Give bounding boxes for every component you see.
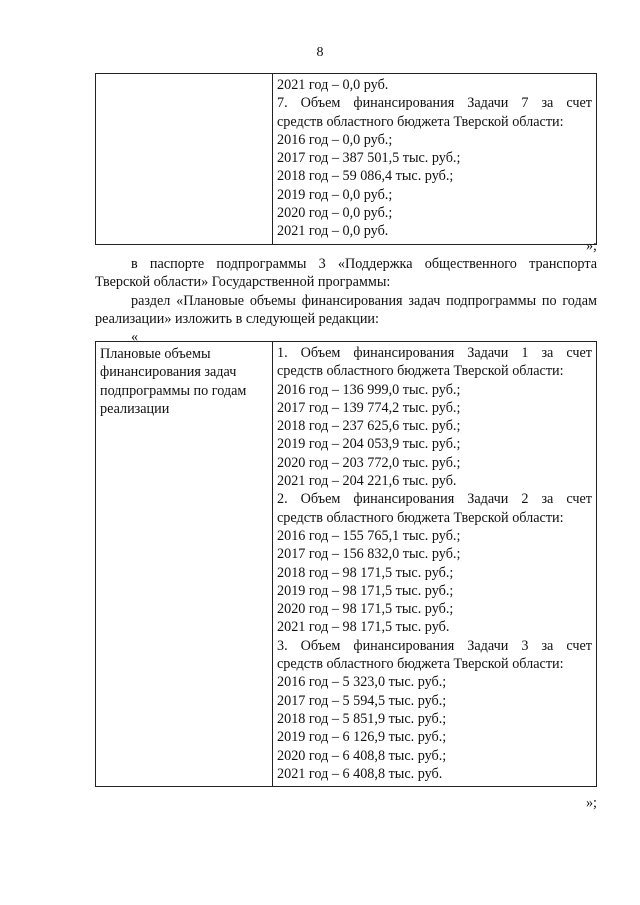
table-line: 2021 год – 204 221,6 тыс. руб. — [277, 473, 457, 490]
table-line: 1. Объем финансирования Задачи 1 за счет — [277, 345, 592, 361]
table-line: 2021 год – 0,0 руб. — [277, 77, 389, 93]
table-line: 2016 год – 155 765,1 тыс. руб.; — [277, 527, 461, 544]
page-number: 8 — [316, 45, 324, 60]
table-line: средств областного бюджета Тверской области: — [277, 656, 564, 673]
table-line: 2019 год – 0,0 руб.; — [277, 186, 393, 203]
table1-lines — [273, 74, 596, 244]
table2-left-cell — [96, 342, 273, 787]
closing-quote: »; — [585, 238, 597, 254]
table-line: 2. Объем финансирования Задачи 2 за счет — [277, 491, 592, 508]
table2-row-label: Плановые объемы финансирования задач подпрограммы по годам реализации — [100, 346, 247, 417]
table-line: 2017 год – 387 501,5 тыс. руб.; — [277, 150, 461, 167]
table-line: 2016 год – 0,0 руб.; — [277, 131, 393, 148]
table-line: 2018 год – 59 086,4 тыс. руб.; — [277, 168, 454, 185]
table-line: 2018 год – 237 625,6 тыс. руб.; — [277, 418, 461, 435]
table1-right-cell — [273, 74, 597, 245]
table-line: средств областного бюджета Тверской области: — [277, 113, 564, 130]
table-line: 2018 год – 98 171,5 тыс. руб.; — [277, 564, 454, 581]
table-line: 2020 год – 98 171,5 тыс. руб.; — [277, 601, 454, 618]
table-line: средств областного бюджета Тверской области: — [277, 509, 564, 526]
financing-table-continued — [95, 73, 597, 245]
table-line: 2018 год – 5 851,9 тыс. руб.; — [277, 710, 447, 727]
opening-quote: « — [131, 329, 139, 345]
table-line: 2021 год – 0,0 руб. — [277, 223, 389, 240]
table-line: 2020 год – 0,0 руб.; — [277, 205, 393, 222]
table-line: средств областного бюджета Тверской области: — [277, 363, 564, 380]
table-line: 3. Объем финансирования Задачи 3 за счет — [277, 637, 592, 654]
table2-right-cell — [273, 342, 597, 787]
table-line: 2017 год – 156 832,0 тыс. руб.; — [277, 546, 461, 563]
table-line: 2020 год – 6 408,8 тыс. руб.; — [277, 747, 447, 764]
table-line: 2017 год – 139 774,2 тыс. руб.; — [277, 399, 461, 416]
table-line: 2021 год – 98 171,5 тыс. руб. — [277, 619, 450, 636]
table-line: 2019 год – 6 126,9 тыс. руб.; — [277, 729, 447, 746]
table-line: 2021 год – 6 408,8 тыс. руб. — [277, 765, 443, 782]
table-line: 2019 год – 204 053,9 тыс. руб.; — [277, 436, 461, 453]
table1-left-cell — [96, 74, 273, 245]
paragraph-passport: в паспорте подпрограммы 3 «Поддержка общественного транспорта Тверской области» Государственной программы: — [95, 256, 597, 291]
financing-table — [95, 341, 597, 787]
table-line: 2016 год – 136 999,0 тыс. руб.; — [277, 381, 461, 398]
table-line: 2019 год – 98 171,5 тыс. руб.; — [277, 582, 454, 599]
closing-quote-2: »; — [585, 795, 597, 811]
table2-lines — [273, 342, 596, 786]
table-line: 2016 год – 5 323,0 тыс. руб.; — [277, 674, 447, 691]
table-line: 7. Объем финансирования Задачи 7 за счет — [277, 95, 592, 112]
paragraph-section: раздел «Плановые объемы финансирования задач подпрограммы по годам реализации» изложить в следующей редакции: — [95, 293, 597, 328]
table-line: 2020 год – 203 772,0 тыс. руб.; — [277, 454, 461, 471]
table-line: 2017 год – 5 594,5 тыс. руб.; — [277, 692, 447, 709]
